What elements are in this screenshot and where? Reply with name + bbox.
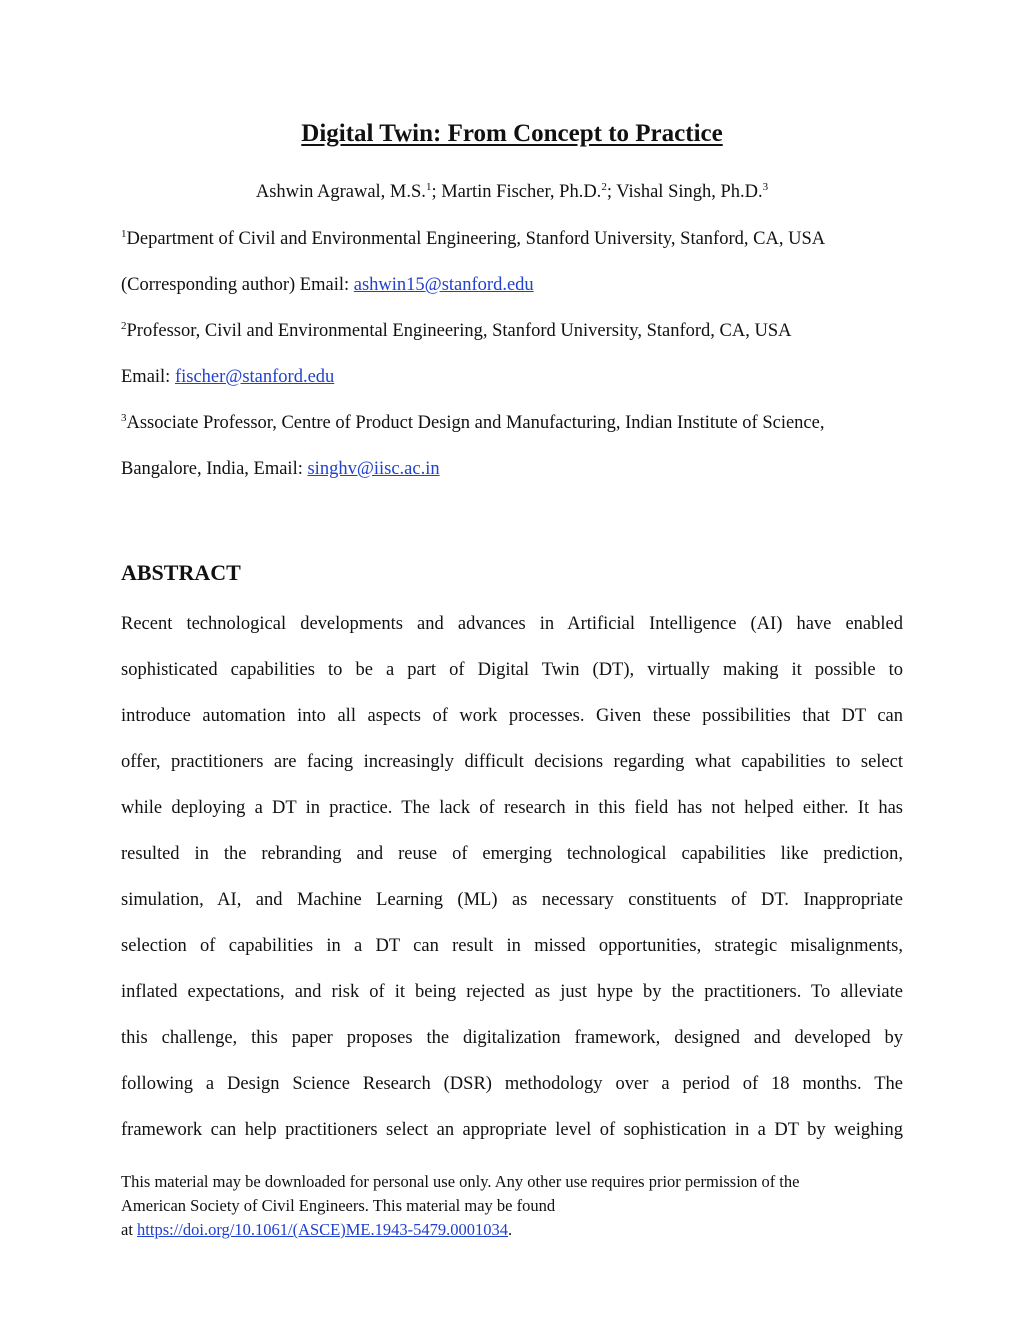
affiliation-2-email: Email: fischer@stanford.edu (121, 367, 335, 387)
affiliation-1-email: (Corresponding author) Email: ashwin15@stanford.edu (121, 275, 534, 295)
footer-notice-line: American Society of Civil Engineers. This material may be found (121, 1196, 556, 1215)
abstract-line: resulted in the rebranding and reuse of emerging technological capabilities like prediction, (121, 844, 903, 864)
abstract-line: selection of capabilities in a DT can result in missed opportunities, strategic misalignments, (121, 936, 903, 956)
abstract-line: this challenge, this paper proposes the digitalization framework, designed and developed by (121, 1028, 903, 1048)
abstract-line: simulation, AI, and Machine Learning (ML) as necessary constituents of DT. Inappropriate (121, 890, 903, 910)
abstract-line: introduce automation into all aspects of work processes. Given these possibilities that DT can (121, 706, 903, 726)
affiliation-1: $^1$Department of Civil and Environmental Engineering, Stanford University, Stanford, CA, USA (121, 228, 826, 249)
email-link[interactable]: singhv@iisc.ac.in (307, 459, 440, 479)
email-link[interactable]: ashwin15@stanford.edu (353, 275, 534, 295)
abstract-line: following a Design Science Research (DSR) methodology over a period of 18 months. The (121, 1074, 903, 1094)
abstract-line: sophisticated capabilities to be a part of Digital Twin (DT), virtually making it possible to (121, 660, 903, 680)
abstract-line: Recent technological developments and advances in Artificial Intelligence (AI) have enabled (121, 614, 903, 634)
abstract-line: offer, practitioners are facing increasingly difficult decisions regarding what capabilities to select (121, 752, 903, 772)
paper-title: Digital Twin: From Concept to Practice (301, 120, 723, 147)
email-link[interactable]: fischer@stanford.edu (174, 367, 335, 387)
author-name: Martin Fischer, Ph.D. (441, 182, 602, 202)
author-name: Vishal Singh, Ph.D. (616, 182, 763, 202)
abstract-heading: ABSTRACT (121, 560, 241, 585)
affiliation-3-email: Bangalore, India, Email: singhv@iisc.ac.in (121, 459, 440, 479)
affiliation-3: $^3$Associate Professor, Centre of Product Design and Manufacturing, Indian Institute of Science, (121, 412, 825, 433)
abstract-line: inflated expectations, and risk of it being rejected as just hype by the practitioners. To alleviate (121, 982, 903, 1002)
footer-notice-line: This material may be downloaded for personal use only. Any other use requires prior permission of the (121, 1172, 800, 1191)
author-name: Ashwin Agrawal, M.S. (255, 182, 426, 202)
abstract-line: framework can help practitioners select an appropriate level of sophistication in a DT by weighing (121, 1120, 903, 1140)
abstract-line: while deploying a DT in practice. The lack of research in this field has not helped either. It has (121, 798, 903, 818)
doi-link[interactable]: https://doi.org/10.1061/(ASCE)ME.1943-5479.0001034 (137, 1220, 508, 1239)
footer-doi-line: at https://doi.org/10.1061/(ASCE)ME.1943-5479.0001034. (121, 1220, 513, 1239)
affiliation-2: $^2$Professor, Civil and Environmental Engineering, Stanford University, Stanford, CA, USA (121, 320, 792, 341)
author-list: Ashwin Agrawal, M.S.$^1$; Martin Fischer, Ph.D.$^2$; Vishal Singh, Ph.D.$^3$ (255, 181, 769, 202)
